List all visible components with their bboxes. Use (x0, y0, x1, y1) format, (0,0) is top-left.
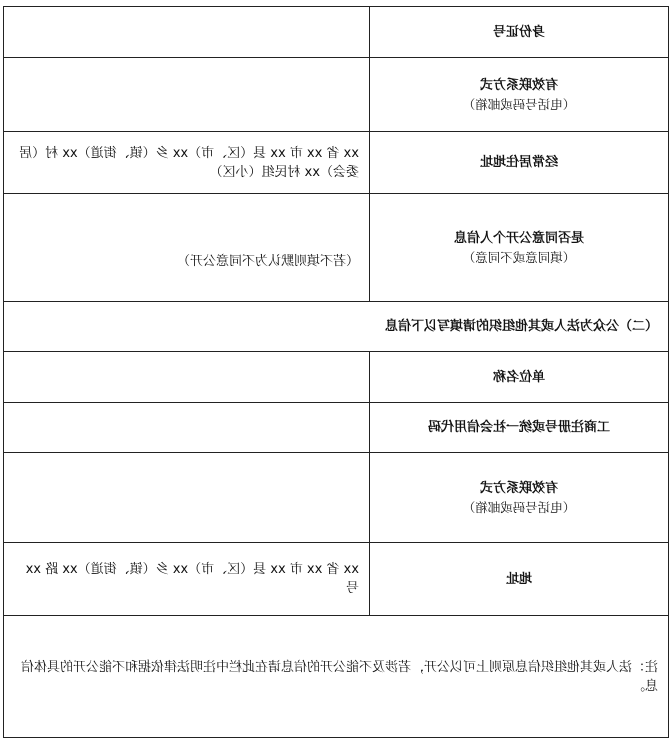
table-row (4, 616, 669, 738)
consent-label-text: 是否同意公开个人信息 (454, 230, 585, 246)
table-row (4, 194, 669, 302)
org-contact-value[interactable] (4, 453, 370, 543)
contact-label-sub: （电话号码或邮箱） (462, 96, 576, 112)
org-contact-label-sub: （电话号码或邮箱） (462, 499, 576, 515)
address-label: 地址 (370, 543, 669, 616)
org-contact-label (370, 453, 669, 543)
residence-label: 经常居住地址 (370, 132, 669, 194)
address-value[interactable]: xx 省 xx 市 xx 县（区、市）xx 乡（镇、街道）xx 路 xx 号 (4, 543, 370, 616)
unit-name-value[interactable] (4, 352, 370, 403)
consent-value[interactable]: （若不填则默认为不同意公开） (4, 194, 370, 302)
table-row (4, 543, 669, 616)
table-row (4, 403, 669, 453)
org-contact-label-text: 有效联系方式 (480, 480, 559, 496)
credit-code-label: 工商注册号或统一社会信用代码 (370, 403, 669, 453)
info-table (3, 6, 669, 738)
credit-code-value[interactable] (4, 403, 370, 453)
contact-value[interactable] (4, 58, 370, 132)
table-row (4, 7, 669, 58)
id-number-value[interactable] (4, 7, 370, 58)
table-row (4, 132, 669, 194)
table-row (4, 453, 669, 543)
note-text: 注：法人或其他组织信息原则上可以公开，若涉及不能公开的信息请在此栏中注明法律依据和不能公开的具体信息。 (4, 616, 669, 738)
table-row (4, 352, 669, 403)
unit-name-label: 单位名称 (370, 352, 669, 403)
residence-value[interactable]: xx 省 xx 市 xx 县（区、市）xx 乡（镇、街道）xx 村（居委会）xx 村民组（小区） (4, 132, 370, 194)
consent-label (370, 194, 669, 302)
table-row (4, 58, 669, 132)
contact-label-text: 有效联系方式 (480, 77, 559, 93)
contact-label (370, 58, 669, 132)
table-row (4, 302, 669, 352)
consent-label-sub: （填同意或不同意） (462, 249, 576, 265)
id-number-label: 身份证号 (370, 7, 669, 58)
org-section-header: （二）公众为法人或其他组织的请填写以下信息 (4, 302, 669, 352)
